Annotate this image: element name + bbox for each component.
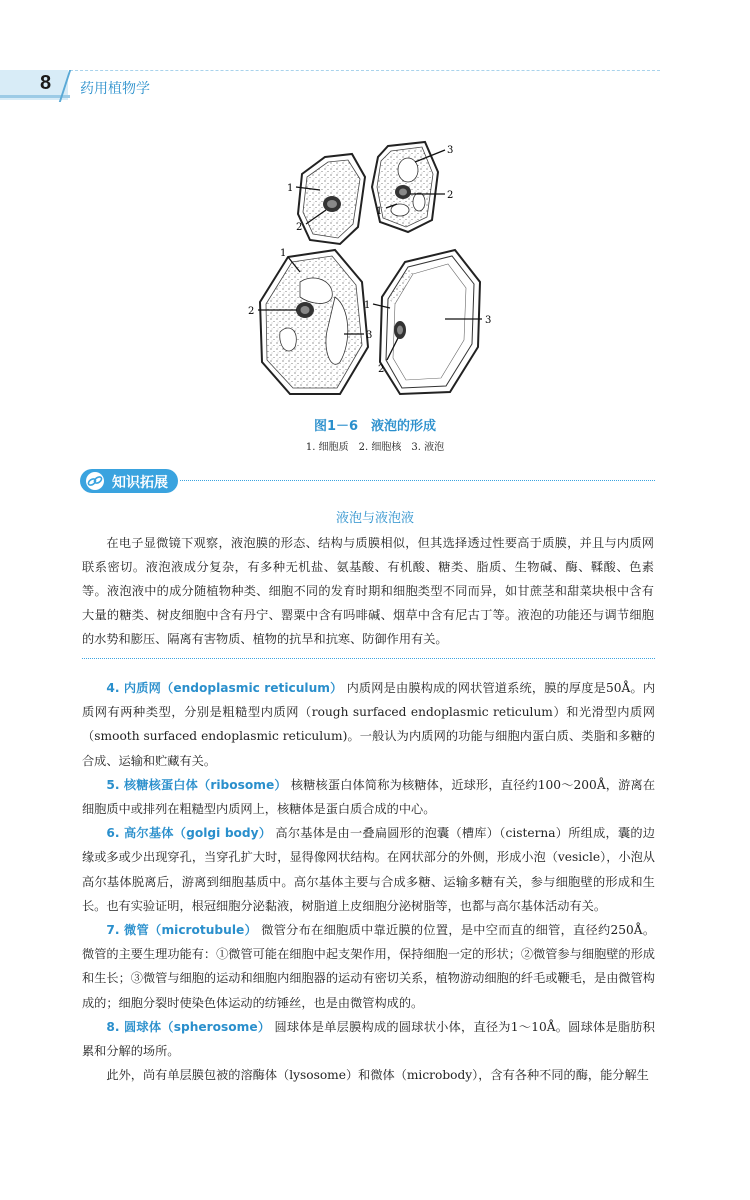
term-endoplasmic-reticulum: 4. 内质网（endoplasmic reticulum） <box>106 681 343 695</box>
vacuole-formation-figure <box>240 132 530 402</box>
figure-caption-title: 图1－6 液泡的形成 <box>313 419 437 434</box>
label-1: 1 <box>376 206 383 217</box>
term-microtubule: 7. 微管（microtubule） <box>106 923 258 938</box>
label-2: 2 <box>248 306 255 317</box>
paragraph-microtubule <box>82 918 655 1015</box>
knowledge-badge-label: 知识拓展 <box>112 475 168 491</box>
knowledge-paragraph: 在电子显微镜下观察，液泡膜的形态、结构与质膜相似，但其选择透过性要高于质膜，并且与内质网联系密切。液泡液成分复杂，有多种无机盐、氨基酸、有机酸、糖类、脂质、生物碱、酶、鞣酸、色素等。液泡液中的成分随植物种类、细胞不同的发育时期和细胞类型不同而异，如甘蔗茎和甜菜块根中含有大量的糖类、树皮细胞中含有丹宁、罂粟中含有吗啡碱、烟草中含有尼古丁等。液泡的功能还与调节细胞的水势和膨压、隔离有害物质、植物的抗旱和抗寒、防御作用有关。 <box>82 536 654 646</box>
paragraph-text: 微管分布在细胞质中靠近膜的位置，是中空而直的细管，直径约250Å。微管的主要生理功能有：①微管可能在细胞中起支架作用，保持细胞一定的形状；②微管参与细胞壁的形成和生长；③微管与细胞的运动和细胞内细胞器的运动有密切关系，植物游动细胞的纤毛或鞭毛，是由微管构成的；细胞分裂时使染色体运动的纺锤丝，也是由微管构成的。 <box>82 923 656 1010</box>
knowledge-badge <box>80 469 178 493</box>
paragraph-golgi-body <box>82 821 655 918</box>
term-spherosome: 8. 圆球体（spherosome） <box>106 1019 271 1034</box>
book-title: 药用植物学 <box>80 81 150 97</box>
term-golgi-body: 6. 高尔基体（golgi body） <box>106 826 272 841</box>
knowledge-divider-top <box>180 480 655 481</box>
paragraph-ribosome <box>82 773 655 821</box>
header-rule <box>70 70 660 72</box>
paragraph-text: 此外，尚有单层膜包被的溶酶体（lysosome）和微体（microbody），含有各种不同的酶，能分解生 <box>106 1068 649 1083</box>
page-number: 8 <box>40 72 52 94</box>
label-3: 3 <box>366 330 373 341</box>
paragraph-text: 圆球体是单层膜构成的圆球状小体，直径为1～10Å。圆球体是脂肪积累和分解的场所。 <box>82 1019 655 1059</box>
cell-stage-3 <box>248 248 372 394</box>
figure-caption-legend: 1. 细胞质 2. 细胞核 3. 液泡 <box>305 442 445 453</box>
label-2: 2 <box>447 190 454 201</box>
label-3: 3 <box>447 145 454 156</box>
paragraph-spherosome <box>82 1015 655 1063</box>
cell-stage-4 <box>364 250 491 394</box>
main-body <box>82 676 655 1087</box>
paragraph-endoplasmic-reticulum <box>82 676 655 773</box>
paragraph-text: 核糖核蛋白体简称为核糖体，近球形，直径约100～200Å，游离在细胞质中或排列在粗糙型内质网上，核糖体是蛋白质合成的中心。 <box>82 777 656 817</box>
label-3: 3 <box>485 315 492 326</box>
label-2: 2 <box>296 222 303 233</box>
cell-stage-1 <box>287 154 365 244</box>
cell-stage-2 <box>372 142 453 232</box>
paragraph-text: 高尔基体是由一叠扁圆形的泡囊（槽库）（cisterna）所组成，囊的边缘或多或少出现穿孔，当穿孔扩大时，显得像网状结构。在网状部分的外侧，形成小泡（vesicle），小泡从高尔基体脱离后，游离到细胞基质中。高尔基体主要与合成多糖、运输多糖有关，参与细胞壁的形成和生长。也有实验证明，根冠细胞分泌黏液，树脂道上皮细胞分泌树脂等，也都与高尔基体活动有关。 <box>82 826 655 913</box>
label-2: 2 <box>378 364 385 375</box>
label-1: 1 <box>364 300 371 311</box>
label-1: 1 <box>280 248 287 259</box>
term-ribosome: 5. 核糖核蛋白体（ribosome） <box>106 777 287 792</box>
knowledge-heading: 液泡与液泡液 <box>335 511 414 526</box>
paragraph-lysosome-microbody <box>82 1063 655 1087</box>
knowledge-divider-bottom <box>82 658 655 659</box>
chain-link-icon <box>84 471 106 491</box>
paragraph-text: 内质网是由膜构成的网状管道系统，膜的厚度是50Å。内质网有两种类型，分别是粗糙型内质网（rough surfaced endoplasmic reticulum）和光滑型内质网（smooth surfaced endoplasmic reticulum)。一般认为内质网的功能与细胞内蛋白质、类脂和多糖的合成、运输和贮藏有关。 <box>82 681 656 768</box>
label-1: 1 <box>287 183 294 194</box>
